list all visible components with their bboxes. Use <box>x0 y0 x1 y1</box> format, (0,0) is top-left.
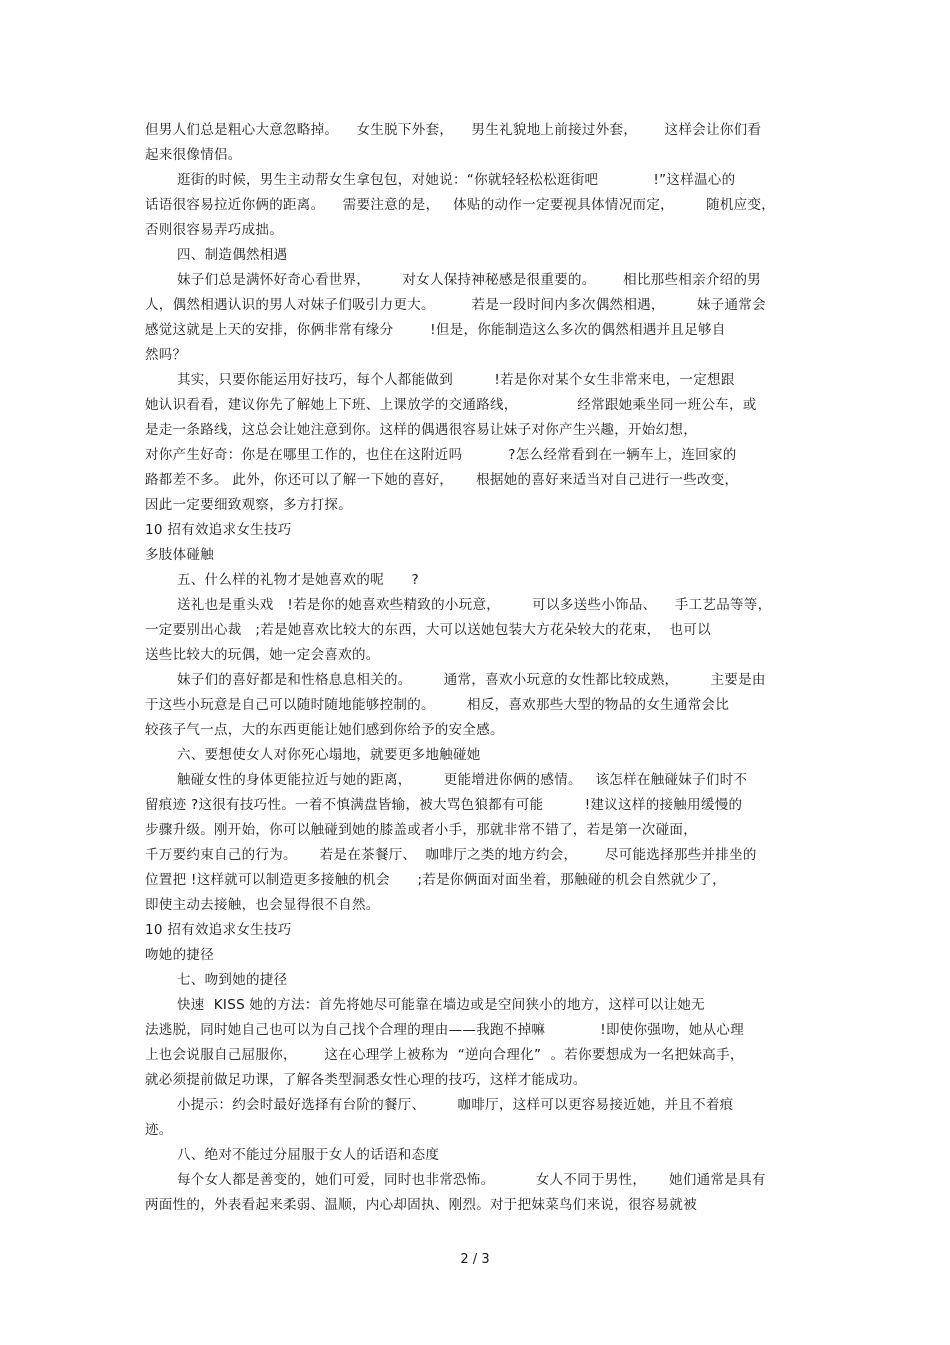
text-line: 法逃脱，同时她自己也可以为自己找个合理的理由——我跑不掉嘛 !即使你强吻，她从心理 <box>145 1022 745 1038</box>
text-line: 路都差不多。 此外，你还可以了解一下她的喜好， 根据她的喜好来适当对自己进行一些改变， <box>145 472 739 488</box>
section-heading: 八、绝对不能过分屈服于女人的话语和态度 <box>177 1147 440 1163</box>
text-line: 其实，只要你能运用好技巧，每个人都能做到 !若是你对某个女生非常来电，一定想跟 <box>177 372 735 388</box>
text-line: 就必须提前做足功课，了解各类型洞悉女性心理的技巧，这样才能成功。 <box>145 1072 587 1088</box>
text-line: 妹子们的喜好都是和性格息息相关的。 通常，喜欢小玩意的女性都比较成熟， 主要是由 <box>177 672 766 688</box>
text-line: 触碰女性的身体更能拉近与她的距离， 更能增进你俩的感情。 该怎样在触碰妹子们时不 <box>177 772 748 788</box>
text-line: 步骤升级。刚开始，你可以触碰到她的膝盖或者小手，那就非常不错了，若是第一次碰面， <box>145 822 697 838</box>
text-line: 上也会说服自己屈服你， 这在心理学上被称为 “逆向合理化” 。若你要想成为一名把妹高手， <box>145 1047 744 1063</box>
text-line: 妹子们总是满怀好奇心看世界， 对女人保持神秘感是很重要的。 相比那些相亲介绍的男 <box>177 272 762 288</box>
section-heading: 七、吻到她的捷径 <box>177 972 288 988</box>
text-line: 一定要别出心裁 ;若是她喜欢比较大的东西，大可以送她包装大方花朵较大的花束， 也可以 <box>145 622 712 638</box>
text-line: 逛街的时候，男生主动帮女生拿包包，对她说：“你就轻轻松松逛街吧 !”这样温心的 <box>177 172 736 188</box>
text-line: 否则很容易弄巧成拙。 <box>145 222 283 238</box>
text-line: 快速 KISS 她的方法：首先将她尽可能靠在墙边或是空间狭小的地方，这样可以让她无 <box>177 997 705 1013</box>
text-line: 较孩子气一点，大的东西更能让她们感到你给予的安全感。 <box>145 722 504 738</box>
text-line: 但男人们总是粗心大意忽略掉。 女生脱下外套， 男生礼貌地上前接过外套， 这样会让你们看 <box>145 122 762 138</box>
text-line: 人，偶然相遇认识的男人对妹子们吸引力更大。 若是一段时间内多次偶然相遇， 妹子通常会 <box>145 297 766 313</box>
text-line: 留痕迹 ?这很有技巧性。一着不慎满盘皆输，被大骂色狼都有可能 !建议这样的接触用缓慢的 <box>145 797 743 813</box>
text-line: 迹。 <box>145 1122 173 1138</box>
text-line: 感觉这就是上天的安排，你俩非常有缘分 !但是，你能制造这么多次的偶然相遇并且足够自 <box>145 322 726 338</box>
text-line: 10 招有效追求女生技巧 <box>145 922 292 938</box>
text-line: 然吗？ <box>145 347 187 363</box>
text-line: 是走一条路线，这总会让她注意到你。这样的偶遇很容易让妹子对你产生兴趣，开始幻想， <box>145 422 697 438</box>
text-line: 两面性的，外表看起来柔弱、温顺，内心却固执、刚烈。对于把妹菜鸟们来说，很容易就被 <box>145 1197 697 1213</box>
text-line: 于这些小玩意是自己可以随时随地能够控制的。 相反，喜欢那些大型的物品的女生通常会比 <box>145 697 730 713</box>
text-line: 送些比较大的玩偶，她一定会喜欢的。 <box>145 647 380 663</box>
text-line: 多肢体碰触 <box>145 547 214 563</box>
text-line: 小提示：约会时最好选择有台阶的餐厅、 咖啡厅，这样可以更容易接近她，并且不着痕 <box>177 1097 734 1113</box>
text-line: 吻她的捷径 <box>145 947 214 963</box>
text-line: 千万要约束自己的行为。 若是在茶餐厅、 咖啡厅之类的地方约会， 尽可能选择那些并排坐的 <box>145 847 757 863</box>
text-line: 对你产生好奇：你是在哪里工作的，也住在这附近吗 ?怎么经常看到在一辆车上，连回家的 <box>145 447 737 463</box>
text-line: 因此一定要细致观察，多方打探。 <box>145 497 352 513</box>
text-line: 送礼也是重头戏 !若是你的她喜欢些精致的小玩意， 可以多送些小饰品、 手工艺品等等， <box>177 597 772 613</box>
text-line: 10 招有效追求女生技巧 <box>145 522 292 538</box>
text-line: 位置把 !这样就可以制造更多接触的机会 ;若是你俩面对面坐着，那触碰的机会自然就少了， <box>145 872 726 888</box>
text-line: 话语很容易拉近你俩的距离。 需要注意的是， 体贴的动作一定要视具体情况而定， 随机应变， <box>145 197 776 213</box>
page-number: 2 / 3 <box>460 1252 490 1267</box>
text-line: 起来很像情侣。 <box>145 147 242 163</box>
text-line: 每个女人都是善变的，她们可爱，同时也非常恐怖。 女人不同于男性， 她们通常是具有 <box>177 1172 766 1188</box>
text-line: 即使主动去接触，也会显得很不自然。 <box>145 897 380 913</box>
section-heading: 六、要想使女人对你死心塌地，就要更多地触碰她 <box>177 747 481 763</box>
section-heading: 五、什么样的礼物才是她喜欢的呢 ? <box>177 572 420 588</box>
text-line: 她认识看看，建议你先了解她上下班、上课放学的交通路线， 经常跟她乘坐同一班公车，或 <box>145 397 757 413</box>
section-heading: 四、制造偶然相遇 <box>177 247 288 263</box>
